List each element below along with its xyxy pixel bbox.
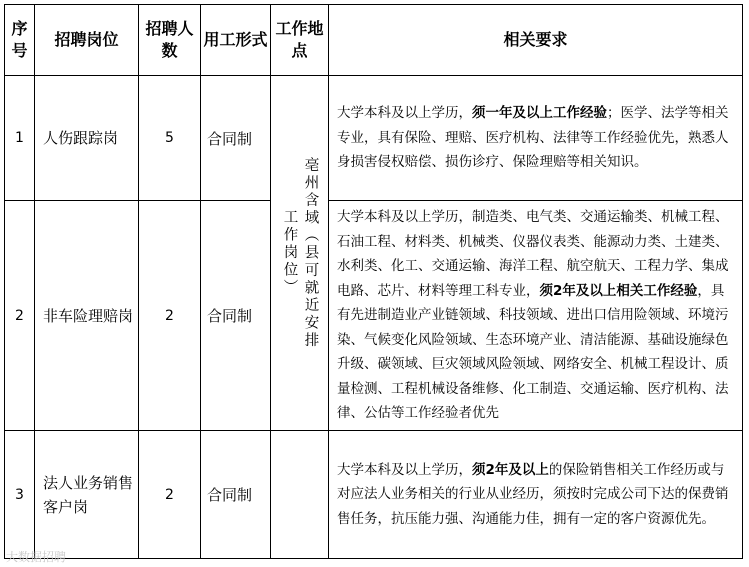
header-position: 招聘岗位 bbox=[35, 5, 139, 76]
recruitment-table bbox=[4, 4, 743, 559]
header-employment: 用工形式 bbox=[201, 5, 271, 76]
header-seq: 序号 bbox=[5, 5, 35, 76]
row-requirements: 大学本科及以上学历，须一年及以上工作经验；医学、法学等相关专业，具有保险、理赔、医疗机构、法律等工作经验优先，熟悉人身损害侵权赔偿、损伤诊疗、保险理赔等相关知识。 bbox=[329, 76, 743, 201]
row-requirements: 大学本科及以上学历，制造类、电气类、交通运输类、机械工程、石油工程、材料类、机械类、仪器仪表类、能源动力类、土建类、水利类、化工、交通运输、海洋工程、航空航天、工程力学、集成电路、芯片、材料等理工科专业，须2年及以上相关工作经验，具有先进制造业产业链领域、科技领域、进出口信用险领域、环境污染、气候变化风险领域、生态环境产业、清洁能源、基础设施绿色升级、碳领域、巨灾领域风险领域、网络安全、机械工程设计、质量检测、工程机械设备维修、化工制造、交通运输、医疗机构、法律、公估等工作经验者优先 bbox=[329, 201, 743, 431]
watermark: 大数据招聘 bbox=[6, 550, 67, 564]
row-count: 5 bbox=[139, 76, 201, 201]
row-seq: 1 bbox=[5, 76, 35, 201]
row-requirements: 大学本科及以上学历，须2年及以上的保险销售相关工作经历或与对应法人业务相关的行业从业经历，须按时完成公司下达的保费销售任务，抗压能力强、沟通能力佳，拥有一定的客户资源优先。 bbox=[329, 431, 743, 559]
row-count: 2 bbox=[139, 201, 201, 431]
location-cell bbox=[271, 76, 329, 431]
row-position: 人伤跟踪岗 bbox=[35, 76, 139, 201]
row-seq: 2 bbox=[5, 201, 35, 431]
row-position: 非车险理赔岗 bbox=[35, 201, 139, 431]
header-count: 招聘人数 bbox=[139, 5, 201, 76]
row-employment: 合同制 bbox=[201, 431, 271, 559]
row-employment: 合同制 bbox=[201, 201, 271, 431]
location-cell-empty bbox=[271, 431, 329, 559]
table-header-row bbox=[5, 5, 743, 76]
table-row bbox=[5, 201, 743, 431]
row-position: 法人业务销售客户岗 bbox=[35, 431, 139, 559]
table-row bbox=[5, 431, 743, 559]
table-row bbox=[5, 76, 743, 201]
header-location: 工作地点 bbox=[271, 5, 329, 76]
row-employment: 合同制 bbox=[201, 76, 271, 201]
header-requirements: 相关要求 bbox=[329, 5, 743, 76]
location-text: 亳州含域（县可就近安排工作岗位） bbox=[281, 156, 319, 350]
row-seq: 3 bbox=[5, 431, 35, 559]
row-count: 2 bbox=[139, 431, 201, 559]
